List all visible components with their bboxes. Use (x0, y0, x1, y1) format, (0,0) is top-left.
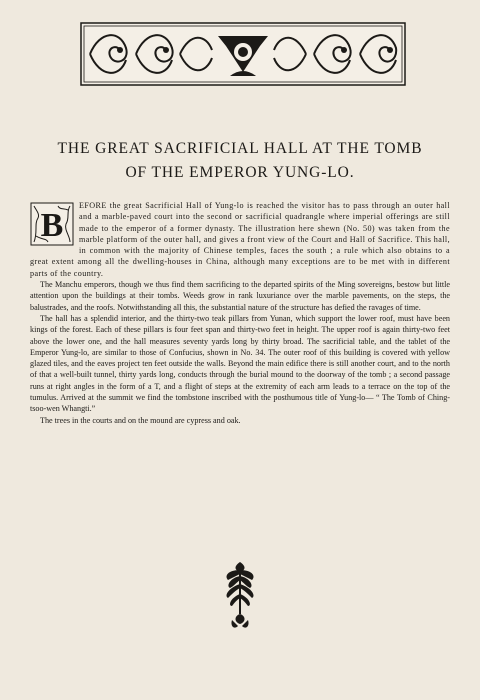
page-title-line-2: OF THE EMPEROR YUNG-LO. (125, 164, 355, 181)
paragraph-3: The hall has a splendid interior, and the thirty-two teak pillars from Yunan, which support the lower roof, must have been kings of the forest. Each of these pillars is four feet span and thirty-two feet in height. The upper roof is again thirty-two feet above the lower one, and the hall measures seventy yards long by thirty broad. The sacrificial table, and the tablet of the Emperor Yung-lo, are similar to those of Confucius, shown in No. 34. The outer roof of this building is covered with yellow glazed tiles, and the eaves project ten feet outside the walls. Beyond the main edifice there is still another court, and to the north of that a well-built tunnel, thirty yards long, conducts through the burial mound to the doorway of the tomb ; a second passage runs at right angles in the form of a T, and a flight of steps at the extremity of each arm leads to a terrace on the top of the tumulus. Arrived at the summit we find the tombstone inscribed with the posthumous title of Yung-lo— “ The Tomb of Ching-tsoo-wen Whangti.” (30, 313, 450, 414)
page-title-line-1: THE GREAT SACRIFICIAL HALL AT THE TOMB (57, 140, 423, 157)
article-body (30, 200, 450, 426)
paragraph-4: The trees in the courts and on the mound are cypress and oak. (40, 415, 241, 425)
ornate-initial-icon (30, 202, 74, 246)
paragraph-1 (30, 200, 450, 279)
paragraph-2: The Manchu emperors, though we thus find them sacrificing to the departed spirits of the Ming sovereigns, bestow but little attention upon the buildings at their tombs. Weeds grow in rank luxuriance over the marble pavements, on the steps, the balustrades, and the roofs. Notwithstanding all this, the substantial nature of the structure has defied the ravages of time. (30, 280, 450, 312)
leaf-tailpiece (220, 560, 260, 632)
dropcap (30, 202, 74, 246)
paragraph-1-text: EFORE the great Sacrificial Hall of Yung-lo is reached the visitor has to pass through an outer hall and a marble-paved court into the second or sacrificial quadrangle where imperial offerings are still made to the emperor of a former dynasty. The illustration here shewn (No. 50) was taken from the marble platform of the outer hall, and gives a front view of the Court and Hall of Sacrifice. This hall, in common with the majority of Chinese temples, faces the south ; a rule which also obtains to a great extent among all the dwelling-houses in China, although many exceptions are to be met with in different parts of the country. (30, 201, 450, 278)
scroll-ornament-icon (80, 22, 406, 86)
fern-ornament-icon (220, 560, 260, 632)
ornamental-headpiece (80, 22, 406, 86)
dropcap-letter: B (40, 207, 64, 244)
